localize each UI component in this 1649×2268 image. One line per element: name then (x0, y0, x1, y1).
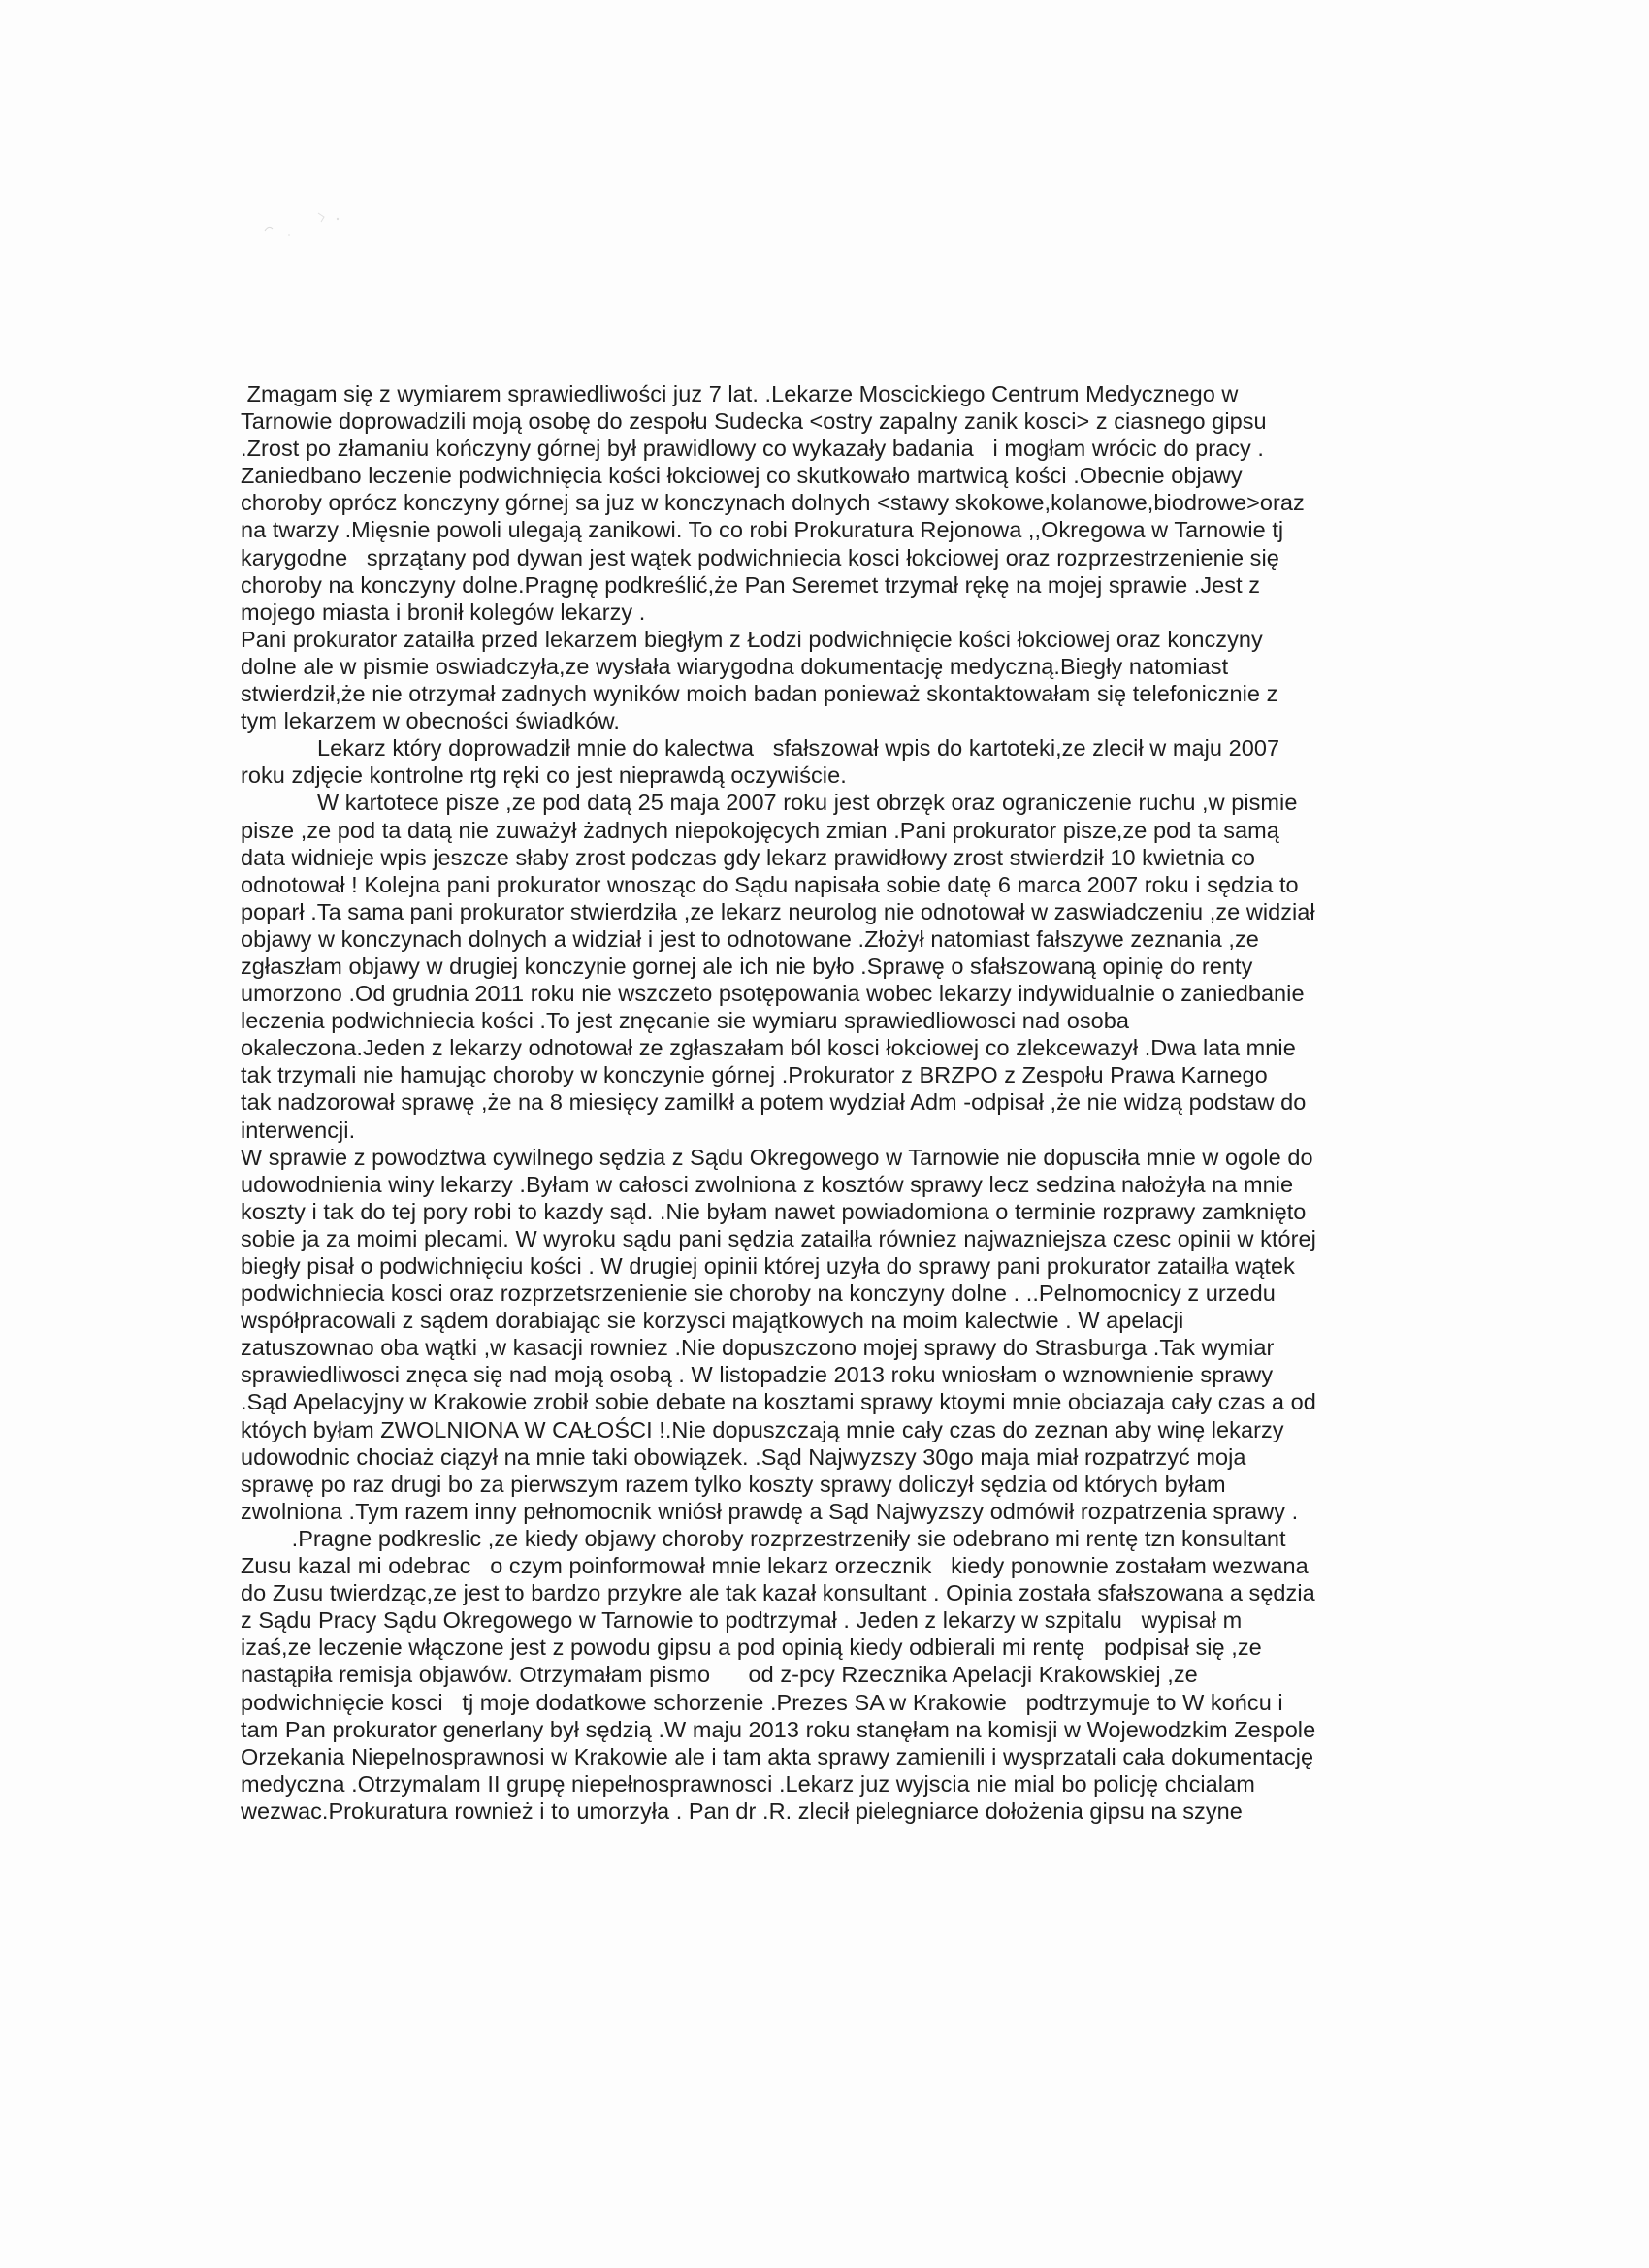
text-line: udowodnic chociaż ciązył na mnie taki obowiązek. .Sąd Najwyzszy 30go maja miał rozpatrzyć moja (241, 1443, 1246, 1470)
text-line: karygodne sprzątany pod dywan jest wątek podwichniecia kosci łokciowej oraz rozprzestrzenienie się (241, 544, 1279, 570)
text-line: tym lekarzem w obecności świadków. (241, 708, 620, 734)
text-line: izaś,ze leczenie włączone jest z powodu gipsu a pod opinią kiedy odbierali mi rentę podpisał się ,ze (241, 1635, 1262, 1661)
text-line: podwichnięcie kosci tj moje dodatkowe schorzenie .Prezes SA w Krakowie podtrzymuje to W końcu i (241, 1689, 1283, 1715)
text-line: współpracowali z sądem dorabiając sie korzysci majątkowych na moim kalectwie . W apelacji (241, 1308, 1184, 1334)
text-line: Tarnowie doprowadzili moją osobę do zespołu Sudecka <ostry zapalny zanik kosci> z ciasnego gipsu (241, 408, 1267, 435)
text-line: do Zusu twierdząc,ze jest to bardzo przykre ale tak kazał konsultant . Opinia została sfałszowana a sędzia (241, 1580, 1315, 1606)
text-line: sprawiedliwosci znęca się nad moją osobą . W listopadzie 2013 roku wniosłam o wznownienie sprawy (241, 1362, 1274, 1388)
text-line: biegły pisał o podwichnięciu kości . W drugiej opinii której uzyła do sprawy pani prokurator zatailła wątek (241, 1253, 1295, 1279)
text-line: data widnieje wpis jeszcze słaby zrost podczas gdy lekarz prawidłowy zrost stwierdził 10 kwietnia co (241, 844, 1255, 870)
text-line: tak nadzorował sprawę ,że na 8 miesięcy zamilkł a potem wydział Adm -odpisał ,że nie widzą podstaw do (241, 1089, 1307, 1116)
text-line: nastąpiła remisja objawów. Otrzymałam pismo od z-pcy Rzecznika Apelacji Krakowskiej ,ze (241, 1662, 1198, 1688)
scan-speck (260, 202, 367, 241)
text-line: zatuszownao oba wątki ,w kasacji rowniez .Nie dopuszczono mojej sprawy do Strasburga .Tak wymiar (241, 1335, 1275, 1361)
text-line: W sprawie z powodztwa cywilnego sędzia z Sądu Okregowego w Tarnowie nie dopusciła mnie w ogole do (241, 1144, 1313, 1170)
text-line: Zmagam się z wymiarem sprawiedliwości juz 7 lat. .Lekarze Moscickiego Centrum Medycznego w (241, 381, 1239, 406)
text-line: koszty i tak do tej pory robi to kazdy sąd. .Nie byłam nawet powiadomiona o terminie rozprawy zamknięto (241, 1198, 1307, 1224)
text-line: Zaniedbano leczenie podwichnięcia kości łokciowej co skutkowało martwicą kości .Obecnie objawy (241, 463, 1243, 489)
text-line: sprawę po raz drugi bo za pierwszym razem tylko koszty sprawy doliczył sędzia od których byłam (241, 1471, 1226, 1497)
text-line: .Zrost po złamaniu kończyny górnej był prawidlowy co wykazały badania i mogłam wrócic do pracy . (241, 436, 1265, 462)
text-line: dolne ale w pismie oswiadczyła,ze wysłała wiarygodna dokumentację medyczną.Biegły natomiast (241, 653, 1229, 679)
text-line: poparł .Ta sama pani prokurator stwierdziła ,ze lekarz neurolog nie odnotował w zaswiadczeniu ,ze widział (241, 898, 1315, 924)
text-line: W kartotece pisze ,ze pod datą 25 maja 2007 roku jest obrzęk oraz ograniczenie ruchu ,w pismie (241, 790, 1298, 816)
text-line: umorzono .Od grudnia 2011 roku nie wszczeto psotępowania wobec lekarzy indywidualnie o zaniedbanie (241, 981, 1305, 1007)
text-line: medyczna .Otrzymalam II grupę niepełnosprawnosci .Lekarz juz wyjscia nie mial bo policję chcialam (241, 1770, 1255, 1797)
text-line: mojego miasta i bronił kolegów lekarzy . (241, 599, 646, 625)
text-line: okaleczona.Jeden z lekarzy odnotował ze zgłaszałam ból kosci łokciowej co zlekcewazył .Dwa lata mnie (241, 1035, 1296, 1061)
text-line: choroby na konczyny dolne.Pragnę podkreślić,że Pan Seremet trzymał rękę na mojej sprawie .Jest z (241, 571, 1261, 598)
text-line: .Sąd Apelacyjny w Krakowie zrobił sobie debate na kosztami sprawy ktoymi mnie obciazaja cały czas a od (241, 1389, 1316, 1415)
text-line: Lekarz który doprowadził mnie do kalectwa sfałszował wpis do kartoteki,ze zlecił w maju 2007 (241, 735, 1280, 761)
text-line: leczenia podwichniecia kości .To jest znęcanie sie wymiaru sprawiedliowosci nad osoba (241, 1008, 1129, 1034)
text-line: choroby oprócz konczyny górnej sa juz w konczynach dolnych <stawy skokowe,kolanowe,biodrowe>oraz (241, 490, 1305, 516)
text-line: interwencji. (241, 1117, 356, 1143)
text-line: .Pragne podkreslic ,ze kiedy objawy choroby rozprzestrzeniły sie odebrano mi rentę tzn konsultant (241, 1525, 1286, 1551)
text-line: udowodnienia winy lekarzy .Byłam w całosci zwolniona z kosztów sprawy lecz sedzina nałożyła na mnie (241, 1171, 1294, 1197)
text-line: któych byłam ZWOLNIONA W CAŁOŚCI !.Nie dopuszczają mnie cały czas do zeznan aby winę lekarzy (241, 1416, 1284, 1442)
text-line: sobie ja za moimi plecami. W wyroku sądu pani sędzia zatailła równiez najwazniejsza czesc opinii w której (241, 1225, 1316, 1251)
text-line: tak trzymali nie hamując choroby w konczynie górnej .Prokurator z BRZPO z Zespołu Prawa Karnego (241, 1062, 1268, 1088)
text-line: odnotował ! Kolejna pani prokurator wnosząc do Sądu napisała sobie datę 6 marca 2007 roku i sędzia to (241, 871, 1299, 897)
text-line: zwolniona .Tym razem inny pełnomocnik wniósł prawdę a Sąd Najwyzszy odmówił rozpatrzenia sprawy . (241, 1498, 1299, 1524)
text-line: tam Pan prokurator generlany był sędzią .W maju 2013 roku stanęłam na komisji w Wojewodzkim Zespole (241, 1716, 1316, 1742)
text-line: roku zdjęcie kontrolne rtg ręki co jest nieprawdą oczywiście. (241, 762, 847, 789)
text-line: stwierdził,że nie otrzymał zadnych wyników moich badan ponieważ skontaktowałam się telefonicznie z (241, 681, 1278, 707)
text-line: podwichniecia kosci oraz rozprzetsrzenienie sie choroby na konczyny dolne . ..Pelnomocnicy z urzedu (241, 1280, 1276, 1307)
text-line: Pani prokurator zatailła przed lekarzem biegłym z Łodzi podwichnięcie kości łokciowej oraz konczyny (241, 626, 1263, 652)
text-line: Orzekania Niepelnosprawnosi w Krakowie ale i tam akta sprawy zamienili i wysprzatali cała dokumentację (241, 1743, 1314, 1769)
text-line: wezwac.Prokuratura rownież i to umorzyła . Pan dr .R. zlecił pielegniarce dołożenia gipsu na szyne (241, 1798, 1243, 1824)
text-line: objawy w konczynach dolnych a widział i jest to odnotowane .Złożył natomiast fałszywe zeznania ,ze (241, 925, 1259, 952)
text-line: na twarzy .Mięsnie powoli ulegają zanikowi. To co robi Prokuratura Rejonowa ,,Okregowa w Tarnowie tj (241, 517, 1284, 543)
text-line: Zusu kazal mi odebrac o czym poinformował mnie lekarz orzecznik kiedy ponownie zostałam wezwana (241, 1553, 1309, 1579)
text-line: z Sądu Pracy Sądu Okregowego w Tarnowie to podtrzymał . Jeden z lekarzy w szpitalu wypisał m (241, 1607, 1243, 1634)
letter-body (241, 380, 1453, 1825)
text-line: pisze ,ze pod ta datą nie zuważył żadnych niepokojęcych zmian .Pani prokurator pisze,ze pod ta samą (241, 817, 1279, 843)
text-line: zgłaszłam objawy w drugiej konczynie gornej ale ich nie było .Sprawę o sfałszowaną opinię do renty (241, 953, 1253, 979)
